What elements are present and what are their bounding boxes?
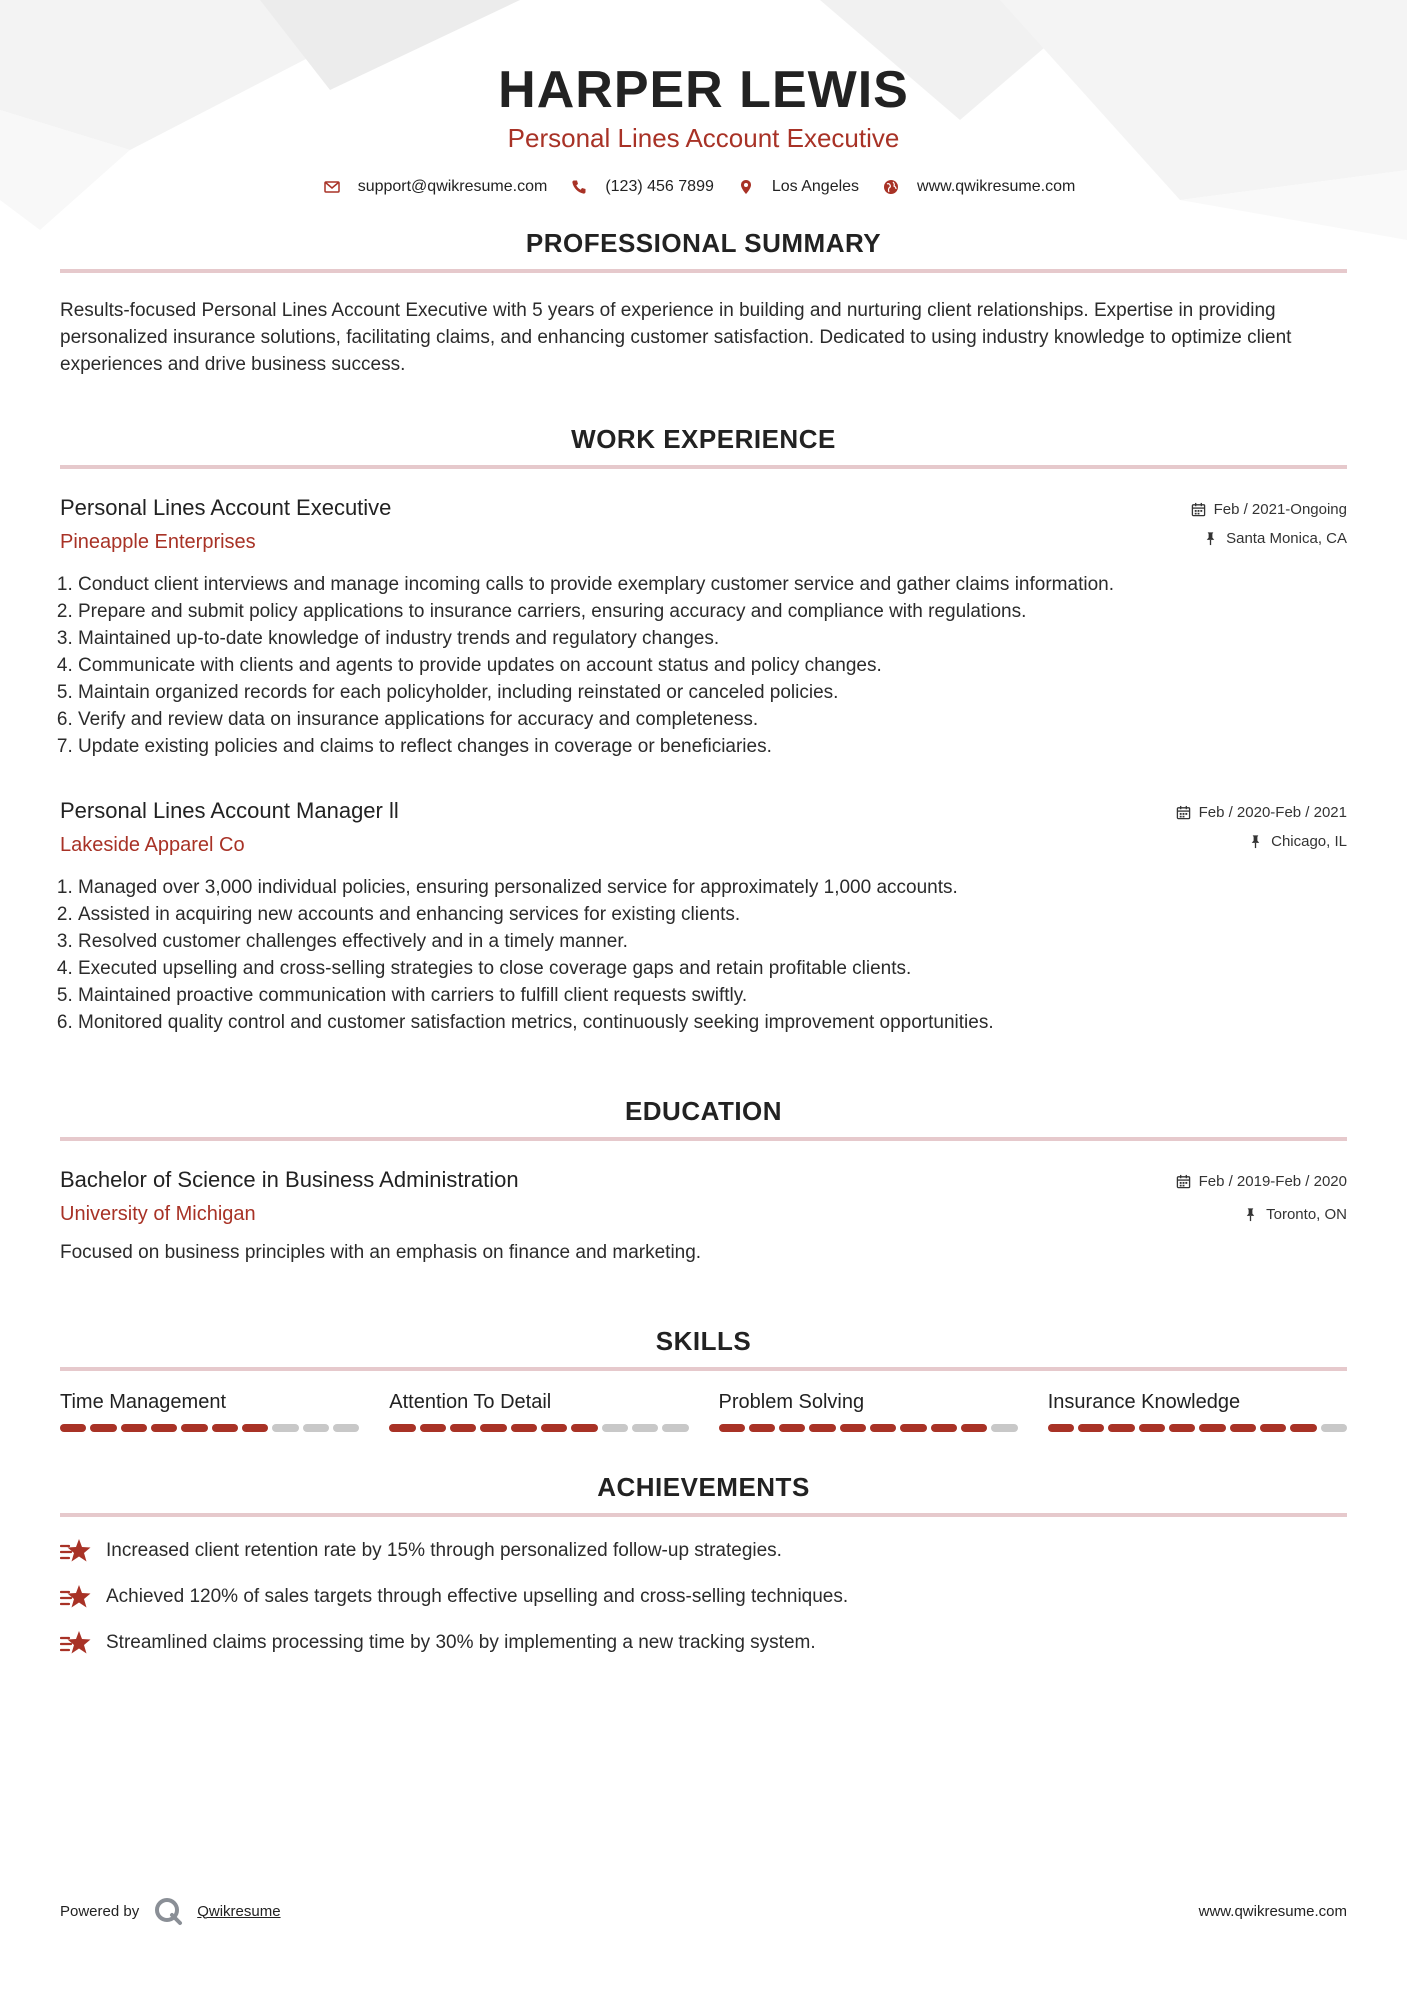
skill-dot-filled [1048,1424,1074,1432]
skill-dot-empty [991,1424,1017,1432]
skill-dot-filled [749,1424,775,1432]
achievement-text: Achieved 120% of sales targets through effective upselling and cross-selling techniques. [106,1586,849,1607]
contact-phone-text: (123) 456 7899 [605,178,714,195]
candidate-name: HARPER LEWIS [498,61,909,119]
skill-item [719,1391,1018,1432]
pushpin-icon [1248,834,1263,849]
section-divider [60,1513,1347,1517]
skill-dot-empty [662,1424,688,1432]
skill-dot-filled [961,1424,987,1432]
job-date [1176,804,1347,821]
achievement-text: Increased client retention rate by 15% through personalized follow-up strategies. [106,1540,782,1561]
skill-dot-filled [511,1424,537,1432]
skill-dot-filled [900,1424,926,1432]
education-description: Focused on business principles with an emphasis on finance and marketing. [60,1242,702,1263]
achievements-section [60,1472,1347,1657]
skill-dot-filled [1078,1424,1104,1432]
skill-dot-filled [541,1424,567,1432]
experience-section [60,424,1347,1036]
map-pin-icon [738,179,754,195]
list-item: 7. Update existing policies and claims to reflect changes in coverage or beneficiaries. [78,733,1347,760]
skill-dot-filled [1199,1424,1225,1432]
skill-dot-filled [1139,1424,1165,1432]
company-name: Lakeside Apparel Co [60,834,245,856]
skill-dot-filled [1169,1424,1195,1432]
skill-dot-filled [420,1424,446,1432]
job-location-text: Chicago, IL [1271,833,1347,850]
section-divider [60,465,1347,469]
contact-website-text: www.qwikresume.com [917,178,1076,195]
section-divider [60,1137,1347,1141]
experience-heading: WORK EXPERIENCE [571,424,836,454]
shooting-star-icon [60,1537,92,1565]
job-bullets [60,571,1347,760]
skill-dot-empty [303,1424,329,1432]
job-title: Personal Lines Account Executive [60,495,392,520]
skill-item [389,1391,688,1432]
section-divider [60,269,1347,273]
list-item: 3. Resolved customer challenges effectively and in a timely manner. [78,928,1347,955]
skill-name: Time Management [60,1391,226,1413]
skill-dot-filled [870,1424,896,1432]
job-date-text: Feb / 2020-Feb / 2021 [1198,804,1347,821]
contact-website[interactable] [883,178,1075,196]
skill-dot-filled [389,1424,415,1432]
skills-grid [60,1391,1347,1432]
job-location-text: Santa Monica, CA [1226,530,1347,547]
list-item: 4. Executed upselling and cross-selling strategies to close coverage gaps and retain profitable clients. [78,955,1347,982]
job-bullets [60,874,1347,1036]
skill-dot-filled [931,1424,957,1432]
achievement-item [60,1537,1347,1565]
calendar-icon [1176,805,1191,820]
contact-email-text: support@qwikresume.com [357,178,548,195]
list-item: 2. Prepare and submit policy applications to insurance carriers, ensuring accuracy and compliance with regulations. [78,598,1347,625]
list-item: 4. Communicate with clients and agents to provide updates on account status and policy changes. [78,652,1347,679]
skill-dot-filled [242,1424,268,1432]
job-title: Personal Lines Account Manager ll [60,798,399,823]
education-location [1176,1206,1347,1223]
summary-text: Results-focused Personal Lines Account Executive with 5 years of experience in building and nurturing client relationships. Expertise in providing personalized insurance solutions, facilitating claims, and enhancing customer satisfaction. Dedicated to using industry knowledge to optimize client experiences and drive business success. [60,300,1292,375]
qwikresume-logo-icon [153,1896,183,1926]
job-date-text: Feb / 2021-Ongoing [1213,501,1347,518]
skill-dot-filled [90,1424,116,1432]
education-section [60,1096,1347,1266]
skill-dot-filled [1260,1424,1286,1432]
list-item: 5. Maintained proactive communication with carriers to fulfill client requests swiftly. [78,982,1347,1009]
section-divider [60,1367,1347,1371]
skill-dot-filled [60,1424,86,1432]
skill-dot-filled [151,1424,177,1432]
skill-dot-empty [602,1424,628,1432]
school-name: University of Michigan [60,1203,256,1225]
skill-rating [60,1424,359,1432]
contact-email[interactable] [324,178,548,196]
list-item: 3. Maintained up-to-date knowledge of industry trends and regulatory changes. [78,625,1347,652]
globe-icon [883,179,899,195]
skill-dot-empty [272,1424,298,1432]
skill-dot-filled [1290,1424,1316,1432]
skill-dot-filled [212,1424,238,1432]
calendar-icon [1176,1174,1191,1189]
pushpin-icon [1203,531,1218,546]
achievement-text: Streamlined claims processing time by 30% by implementing a new tracking system. [106,1632,816,1653]
skill-dot-filled [571,1424,597,1432]
list-item: 5. Maintain organized records for each policyholder, including reinstated or canceled policies. [78,679,1347,706]
skill-dot-empty [333,1424,359,1432]
education-heading: EDUCATION [624,1096,783,1126]
contact-bar [60,178,1347,196]
list-item: 6. Monitored quality control and customer satisfaction metrics, continuously seeking improvement opportunities. [78,1009,1347,1036]
skills-heading: SKILLS [655,1326,752,1356]
pushpin-icon [1243,1207,1258,1222]
skill-item [1048,1391,1347,1432]
skill-rating [389,1424,688,1432]
skill-rating [1048,1424,1347,1432]
job-entry [60,493,1347,760]
list-item: 1. Conduct client interviews and manage incoming calls to provide exemplary customer service and gather claims information. [78,571,1347,598]
skill-name: Insurance Knowledge [1047,1391,1241,1413]
skill-rating [719,1424,1018,1432]
summary-heading: PROFESSIONAL SUMMARY [525,228,882,258]
shooting-star-icon [60,1583,92,1611]
shooting-star-icon [60,1629,92,1657]
list-item: 1. Managed over 3,000 individual policies, ensuring personalized service for approximately 1,000 accounts. [78,874,1347,901]
skill-dot-filled [779,1424,805,1432]
powered-by [60,1896,281,1926]
skill-name: Attention To Detail [389,1391,552,1413]
job-location [1191,530,1347,547]
powered-by-label: Powered by [60,1902,140,1920]
skill-dot-filled [450,1424,476,1432]
contact-phone[interactable] [571,178,714,196]
job-entry [60,796,1347,1036]
footer-website[interactable]: www.qwikresume.com [1198,1902,1347,1920]
qwikresume-link[interactable]: Qwikresume [197,1902,281,1920]
skill-dot-filled [1230,1424,1256,1432]
job-date [1191,501,1347,518]
skill-dot-empty [1321,1424,1347,1432]
degree-title: Bachelor of Science in Business Administration [60,1167,519,1192]
skill-dot-filled [719,1424,745,1432]
skill-dot-filled [1108,1424,1134,1432]
achievements-heading: ACHIEVEMENTS [597,1472,810,1502]
skill-dot-filled [840,1424,866,1432]
skills-section [60,1326,1347,1432]
resume-header [60,0,1347,196]
job-location [1176,833,1347,850]
contact-location [738,178,859,196]
skill-dot-filled [181,1424,207,1432]
phone-icon [571,179,587,195]
envelope-icon [324,179,340,195]
skill-item [60,1391,359,1432]
list-item: 2. Assisted in acquiring new accounts and enhancing services for existing clients. [78,901,1347,928]
achievement-item [60,1629,1347,1657]
skill-dot-filled [809,1424,835,1432]
education-date-text: Feb / 2019-Feb / 2020 [1198,1173,1347,1190]
skill-name: Problem Solving [718,1391,865,1413]
summary-section [60,228,1347,378]
achievement-item [60,1583,1347,1611]
education-location-text: Toronto, ON [1266,1206,1347,1223]
company-name: Pineapple Enterprises [60,531,256,553]
skill-dot-filled [480,1424,506,1432]
calendar-icon [1191,502,1206,517]
skill-dot-empty [632,1424,658,1432]
candidate-title: Personal Lines Account Executive [507,123,900,153]
list-item: 6. Verify and review data on insurance applications for accuracy and completeness. [78,706,1347,733]
contact-location-text: Los Angeles [771,178,860,195]
skill-dot-filled [121,1424,147,1432]
education-date [1176,1173,1347,1190]
page-footer [60,1896,1347,1926]
